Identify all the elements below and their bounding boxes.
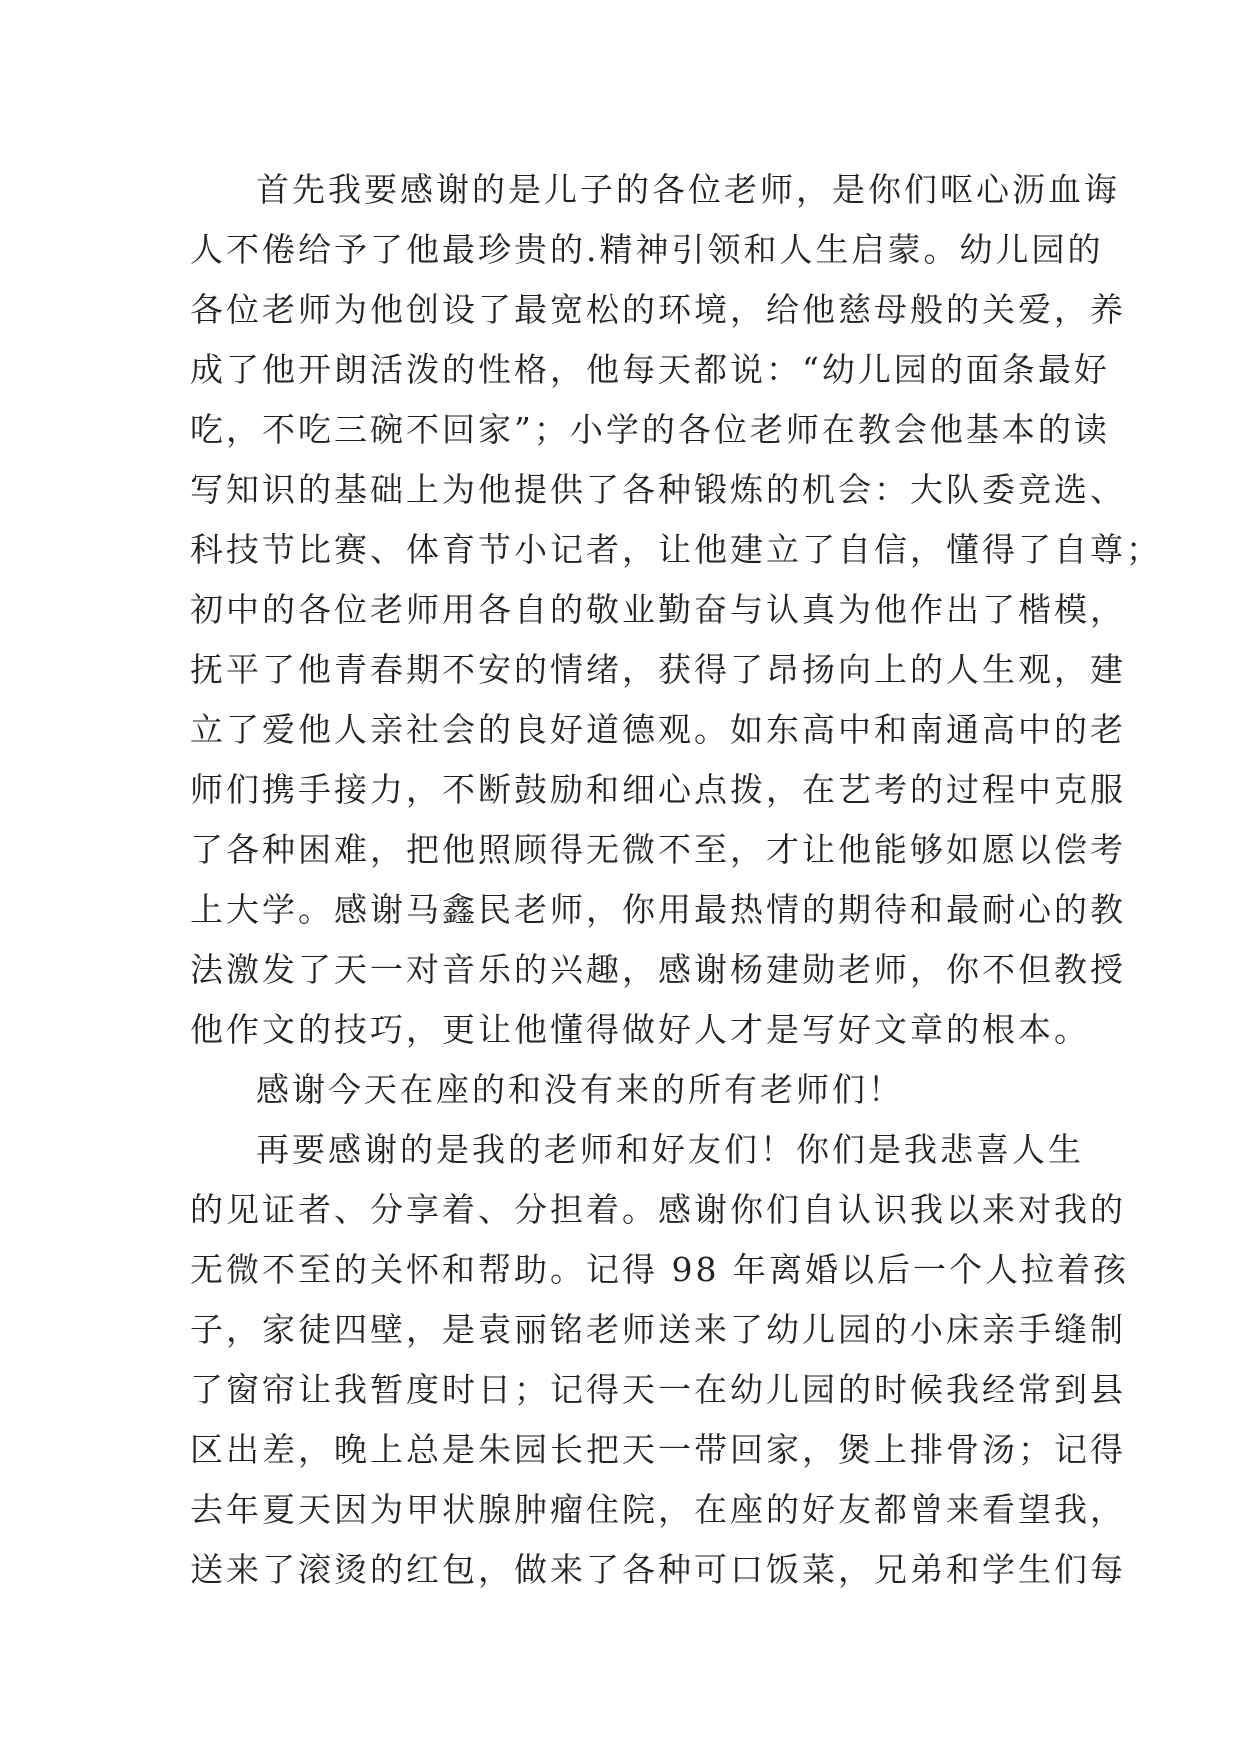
text-line: 再要感谢的是我的老师和好友们！你们是我悲喜人生 (256, 1130, 1084, 1169)
text-line: 他作文的技巧，更让他懂得做好人才是写好文章的根本。 (190, 1010, 1090, 1049)
text-line: 科技节比赛、体育节小记者，让他建立了自信，懂得了自尊； (190, 530, 1162, 569)
text-line: 法激发了天一对音乐的兴趣，感谢杨建勋老师，你不但教授 (190, 950, 1126, 989)
text-line: 区出差，晚上总是朱园长把天一带回家，煲上排骨汤；记得 (190, 1430, 1126, 1469)
text-line: 上大学。感谢马鑫民老师，你用最热情的期待和最耐心的教 (190, 890, 1126, 929)
text-line: 吃，不吃三碗不回家”；小学的各位老师在教会他基本的读 (190, 410, 1110, 449)
text-line: 子，家徒四壁，是袁丽铭老师送来了幼儿园的小床亲手缝制 (190, 1310, 1126, 1349)
text-line: 了各种困难，把他照顾得无微不至，才让他能够如愿以偿考 (190, 830, 1126, 869)
text-line: 成了他开朗活泼的性格，他每天都说：“幼儿园的面条最好 (190, 350, 1110, 389)
text-line: 立了爱他人亲社会的良好道德观。如东高中和南通高中的老 (190, 710, 1126, 749)
text-line: 首先我要感谢的是儿子的各位老师，是你们呕心沥血诲 (256, 170, 1120, 209)
text-line: 送来了滚烫的红包，做来了各种可口饭菜，兄弟和学生们每 (190, 1550, 1126, 1589)
body-text (190, 160, 1162, 1600)
text-line: 的见证者、分享着、分担着。感谢你们自认识我以来对我的 (190, 1190, 1126, 1229)
text-line: 初中的各位老师用各自的敬业勤奋与认真为他作出了楷模， (190, 590, 1126, 629)
text-line: 感谢今天在座的和没有来的所有老师们！ (256, 1070, 904, 1109)
text-line: 了窗帘让我暂度时日；记得天一在幼儿园的时候我经常到县 (190, 1370, 1126, 1409)
text-line: 写知识的基础上为他提供了各种锻炼的机会：大队委竞选、 (190, 470, 1126, 509)
text-line: 师们携手接力，不断鼓励和细心点拨，在艺考的过程中克服 (190, 770, 1126, 809)
text-line: 抚平了他青春期不安的情绪，获得了昂扬向上的人生观，建 (190, 650, 1126, 689)
text-line: 去年夏天因为甲状腺肿瘤住院，在座的好友都曾来看望我， (190, 1490, 1126, 1529)
text-line: 人不倦给予了他最珍贵的.精神引领和人生启蒙。幼儿园的 (190, 230, 1104, 269)
text-line: 各位老师为他创设了最宽松的环境，给他慈母般的关爱，养 (190, 290, 1126, 329)
text-line: 无微不至的关怀和帮助。记得 98 年离婚以后一个人拉着孩 (190, 1250, 1129, 1289)
